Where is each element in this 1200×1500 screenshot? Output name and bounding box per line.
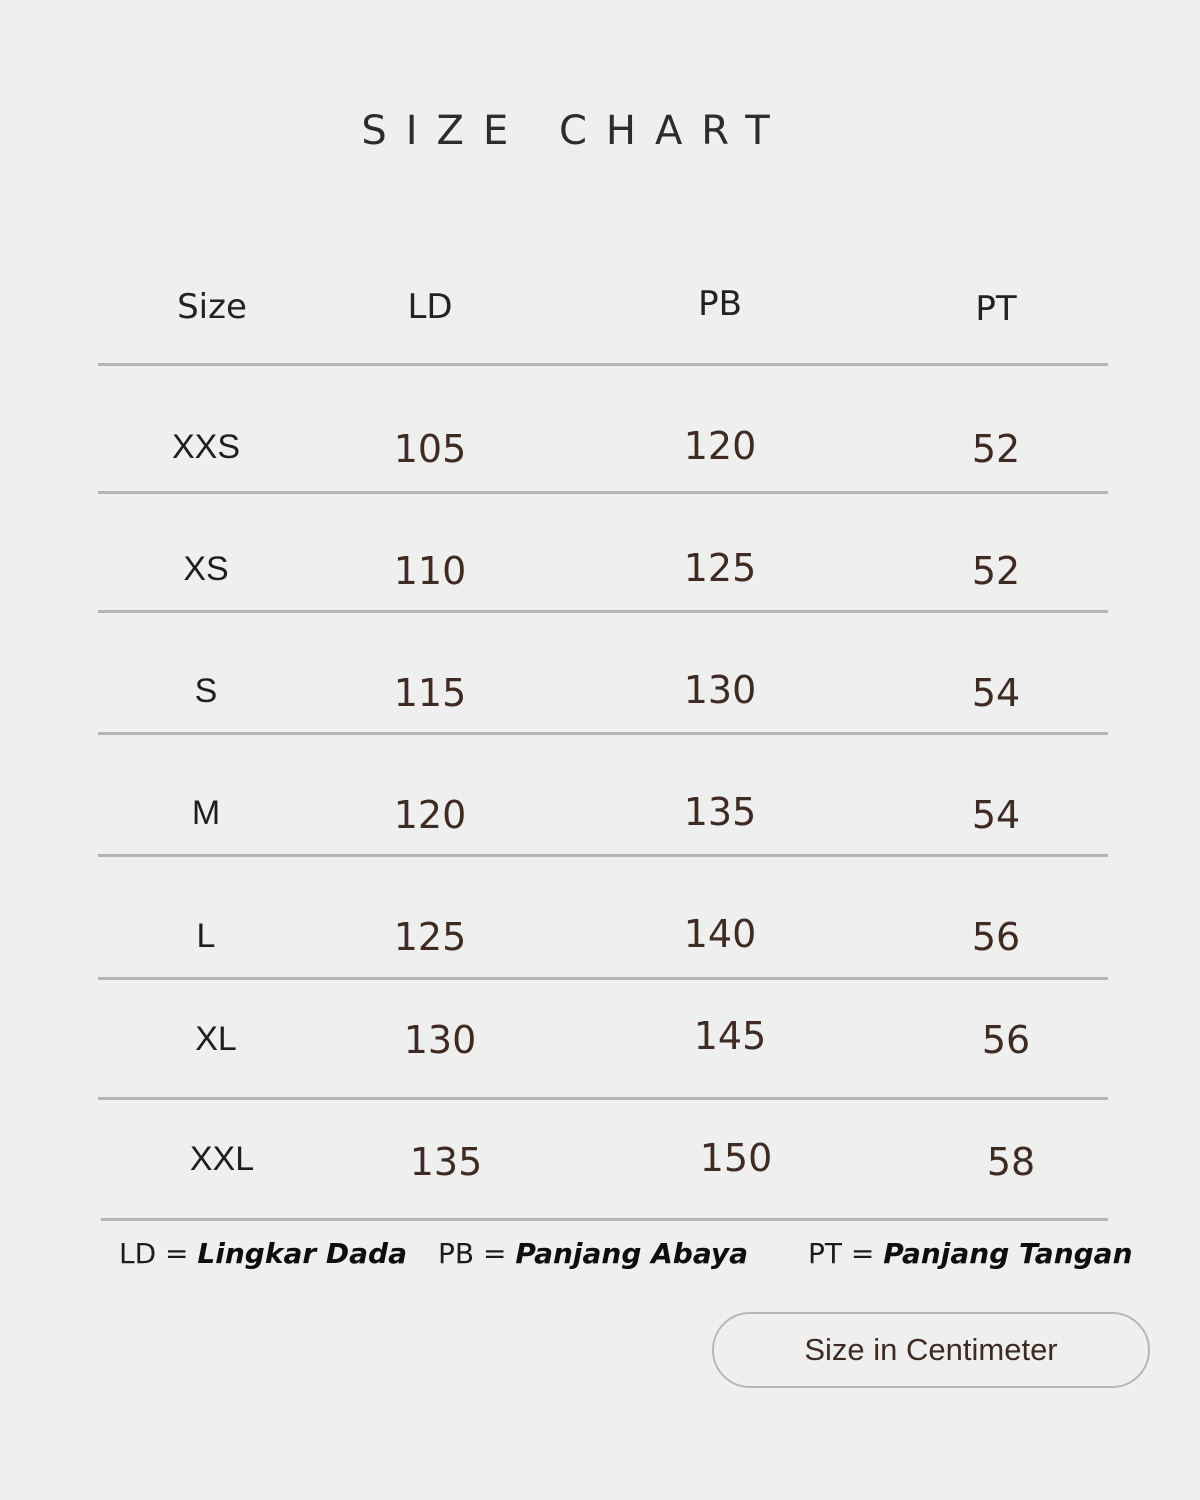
size-cell: XXL [189,1140,255,1178]
pt-cell: 54 [971,793,1021,837]
legend-pt-full: Panjang Tangan [883,1237,1133,1270]
pt-cell: 52 [971,427,1021,471]
size-cell: XXS [171,428,241,466]
row-divider [98,1097,1108,1100]
pb-cell: 145 [693,1014,767,1058]
row-divider [98,732,1108,735]
size-cell: L [196,917,216,955]
header-pb: PB [698,284,742,324]
pb-cell: 130 [683,668,757,712]
pt-cell: 58 [986,1140,1036,1184]
pb-cell: 135 [683,790,757,834]
size-cell: XS [183,550,229,588]
ld-cell: 105 [393,427,467,471]
legend-pb-full: Panjang Abaya [515,1237,749,1270]
ld-cell: 120 [393,793,467,837]
legend-ld-full: Lingkar Dada [197,1237,407,1270]
header-ld: LD [407,287,453,327]
ld-cell: 115 [393,671,467,715]
ld-cell: 135 [409,1140,483,1184]
row-divider [98,491,1108,494]
size-cell: S [194,672,218,710]
ld-cell: 125 [393,915,467,959]
legend-pt-abbr: PT = [808,1237,884,1270]
legend-ld [119,1237,407,1270]
row-divider [98,610,1108,613]
pt-cell: 52 [971,549,1021,593]
header-size: Size [177,287,247,327]
row-divider [98,977,1108,980]
legend-ld-abbr: LD = [119,1237,198,1270]
pb-cell: 140 [683,912,757,956]
pb-cell: 120 [683,424,757,468]
size-cell: XL [195,1020,237,1058]
pb-cell: 150 [699,1136,773,1180]
pt-cell: 56 [971,915,1021,959]
header-pt: PT [975,289,1017,329]
page-title: SIZE CHART [361,108,789,154]
legend-pb-abbr: PB = [438,1237,516,1270]
size-cell: M [191,794,221,832]
legend-pb [438,1237,748,1270]
header-divider [98,363,1108,366]
ld-cell: 130 [403,1018,477,1062]
row-divider [98,854,1108,857]
ld-cell: 110 [393,549,467,593]
table-bottom-divider [101,1218,1108,1221]
unit-note-badge: Size in Centimeter [712,1312,1150,1388]
legend-pt [808,1237,1133,1270]
pt-cell: 54 [971,671,1021,715]
pb-cell: 125 [683,546,757,590]
pt-cell: 56 [981,1018,1031,1062]
